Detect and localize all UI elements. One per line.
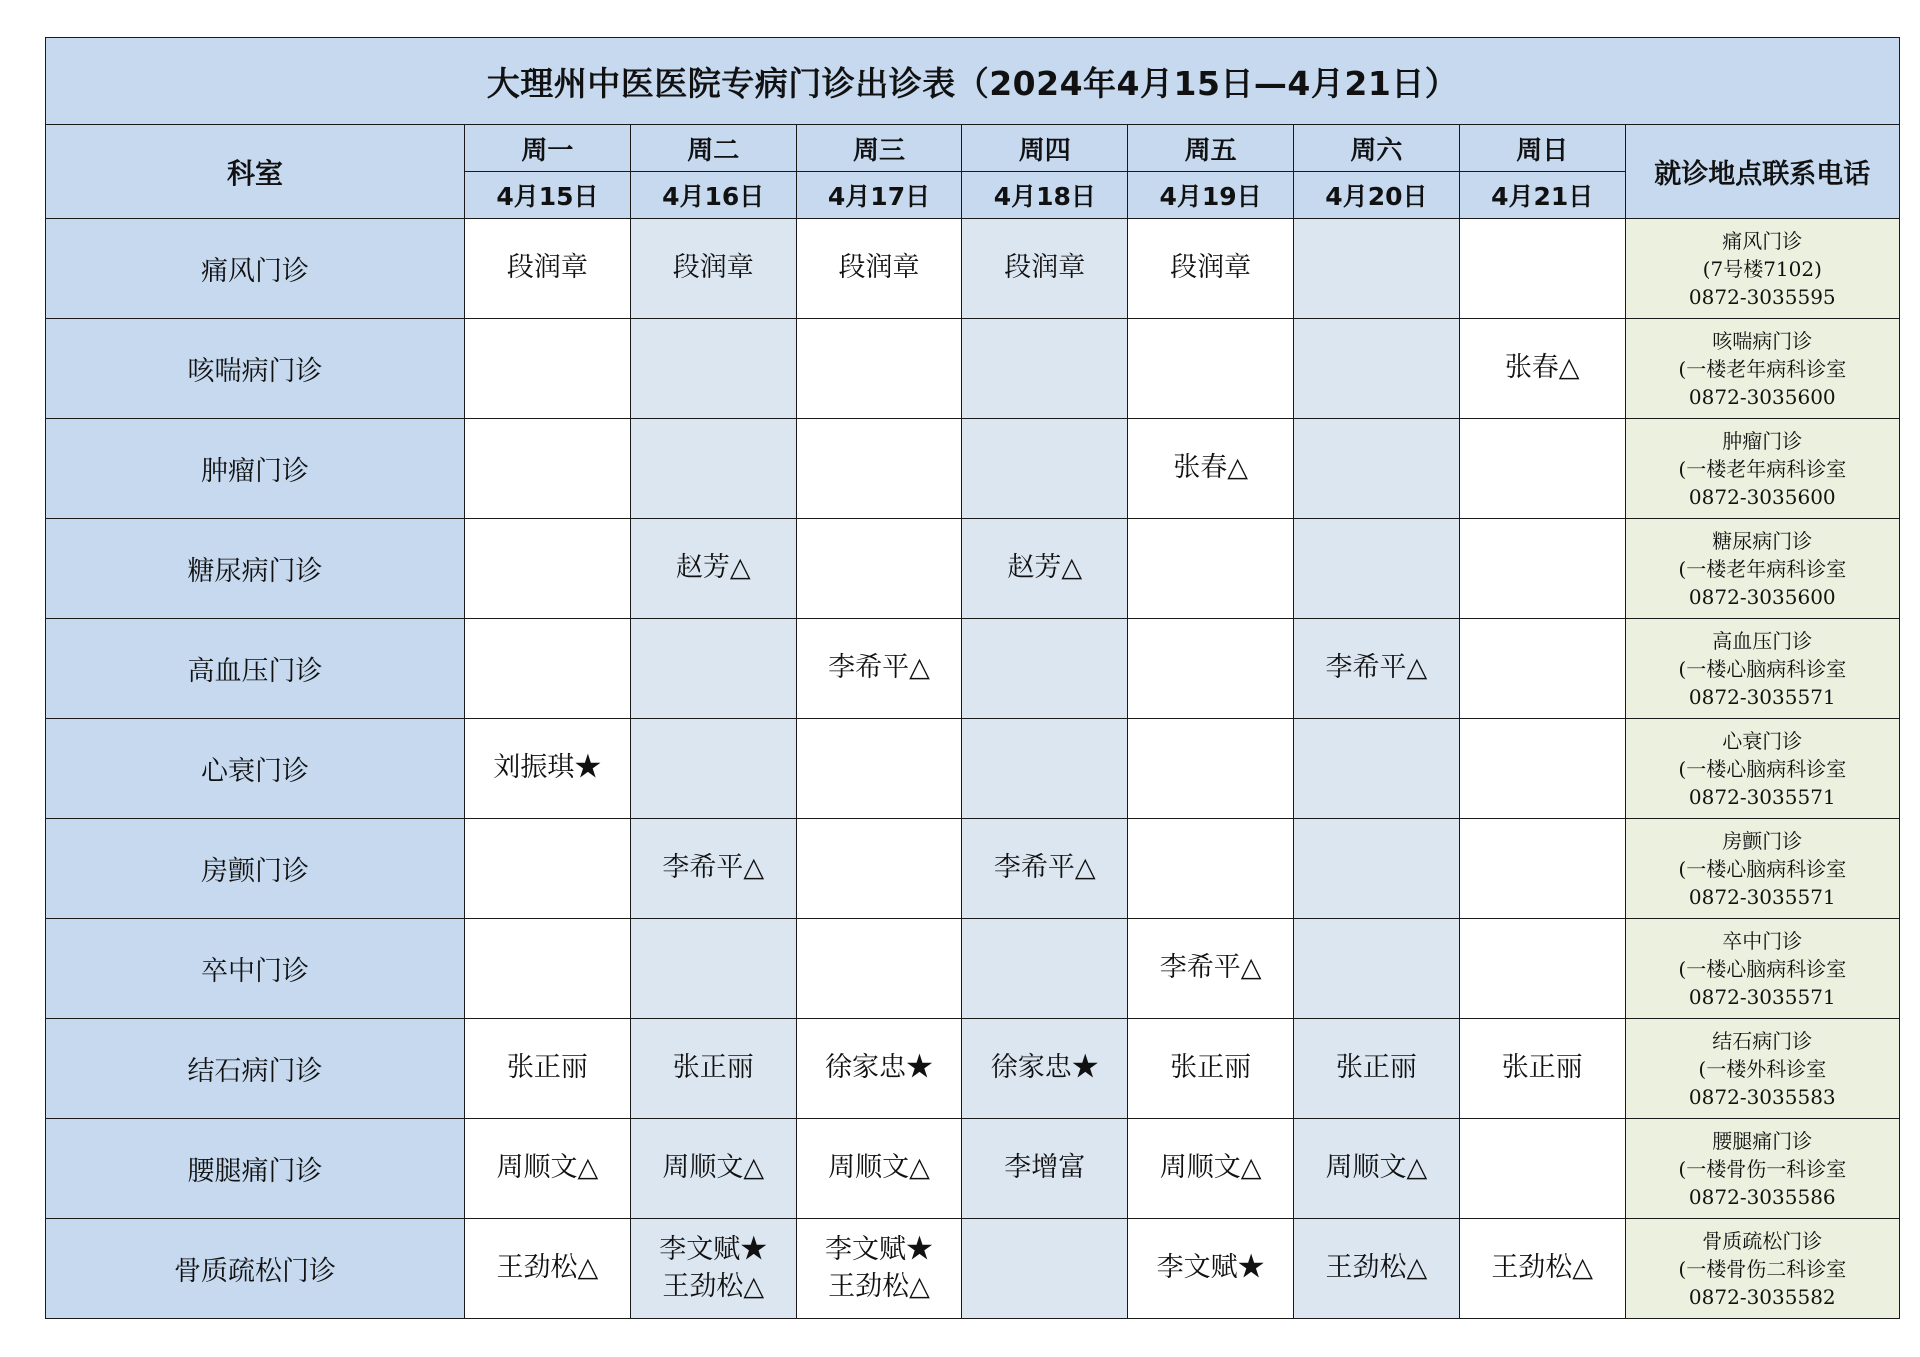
contact-info xyxy=(1625,1019,1899,1119)
contact-info xyxy=(1625,1119,1899,1219)
doctor-name: 李希平△ xyxy=(1159,952,1262,984)
schedule-cell-sun xyxy=(1459,919,1625,1019)
doctor-name: 段润章 xyxy=(672,252,754,284)
header-row-days xyxy=(46,125,1900,172)
schedule-cell-mon xyxy=(465,319,631,419)
schedule-cell-fri xyxy=(1128,1019,1294,1119)
day-header-tue: 周二 xyxy=(630,125,796,172)
dept-name: 心衰门诊 xyxy=(46,719,465,819)
doctor-name: 李希平△ xyxy=(993,852,1096,884)
schedule-cell-mon xyxy=(465,1219,631,1319)
schedule-cell-fri xyxy=(1128,619,1294,719)
date-header-thu: 4月18日 xyxy=(962,172,1128,219)
doctor-name: 张正丽 xyxy=(506,1052,588,1084)
doctor-name: 李希平△ xyxy=(1325,652,1428,684)
contact-info xyxy=(1625,619,1899,719)
schedule-cell-sun xyxy=(1459,419,1625,519)
date-header-sun: 4月21日 xyxy=(1459,172,1625,219)
schedule-cell-sat xyxy=(1294,819,1460,919)
table-row xyxy=(46,619,1900,719)
schedule-cell-sat xyxy=(1294,1219,1460,1319)
schedule-cell-sun xyxy=(1459,519,1625,619)
schedule-cell-fri xyxy=(1128,1219,1294,1319)
schedule-cell-mon xyxy=(465,619,631,719)
phone-number: 0872-3035600 xyxy=(1688,484,1836,509)
clinic-location: (一楼外科诊室 xyxy=(1698,1056,1827,1081)
doctor-name: 徐家忠★ xyxy=(990,1052,1099,1084)
doctor-name: 王劲松△ xyxy=(1491,1252,1594,1284)
day-header-thu: 周四 xyxy=(962,125,1128,172)
schedule-cell-mon xyxy=(465,419,631,519)
contact-column-header: 就诊地点联系电话 xyxy=(1625,125,1899,219)
schedule-cell-thu xyxy=(962,319,1128,419)
schedule-cell-mon xyxy=(465,919,631,1019)
contact-info xyxy=(1625,819,1899,919)
schedule-cell-thu xyxy=(962,819,1128,919)
phone-number: 0872-3035571 xyxy=(1688,984,1836,1009)
schedule-cell-thu xyxy=(962,619,1128,719)
date-header-mon: 4月15日 xyxy=(465,172,631,219)
table-title: 大理州中医医院专病门诊出诊表（2024年4月15日—4月21日） xyxy=(46,38,1900,125)
schedule-sheet xyxy=(45,37,1900,1319)
schedule-cell-mon xyxy=(465,219,631,319)
schedule-cell-sat xyxy=(1294,1019,1460,1119)
schedule-cell-tue xyxy=(630,919,796,1019)
schedule-cell-tue xyxy=(630,519,796,619)
clinic-name: 痛风门诊 xyxy=(1722,228,1803,253)
schedule-cell-tue xyxy=(630,1019,796,1119)
phone-number: 0872-3035571 xyxy=(1688,684,1836,709)
table-row xyxy=(46,919,1900,1019)
dept-name: 咳喘病门诊 xyxy=(46,319,465,419)
schedule-cell-tue xyxy=(630,819,796,919)
phone-number: 0872-3035583 xyxy=(1688,1084,1836,1109)
clinic-name: 肿瘤门诊 xyxy=(1722,428,1803,453)
table-row xyxy=(46,319,1900,419)
day-header-fri: 周五 xyxy=(1128,125,1294,172)
phone-number: 0872-3035600 xyxy=(1688,584,1836,609)
schedule-cell-fri xyxy=(1128,219,1294,319)
contact-info xyxy=(1625,519,1899,619)
clinic-location: (一楼骨伤一科诊室 xyxy=(1678,1156,1847,1181)
table-row xyxy=(46,719,1900,819)
schedule-cell-sun xyxy=(1459,1219,1625,1319)
dept-name: 房颤门诊 xyxy=(46,819,465,919)
schedule-cell-sat xyxy=(1294,919,1460,1019)
dept-name: 高血压门诊 xyxy=(46,619,465,719)
dept-name: 卒中门诊 xyxy=(46,919,465,1019)
clinic-location: (一楼老年病科诊室 xyxy=(1678,456,1847,481)
doctor-name: 张春△ xyxy=(1173,452,1248,484)
doctor-name: 李文赋★ xyxy=(825,1234,933,1266)
day-header-mon: 周一 xyxy=(465,125,631,172)
schedule-cell-sun xyxy=(1459,719,1625,819)
doctor-name: 张正丽 xyxy=(1335,1052,1417,1084)
schedule-cell-fri xyxy=(1128,919,1294,1019)
clinic-location: (一楼骨伤二科诊室 xyxy=(1678,1256,1847,1281)
table-row xyxy=(46,219,1900,319)
doctor-name: 李希平△ xyxy=(662,852,765,884)
date-header-sat: 4月20日 xyxy=(1294,172,1460,219)
doctor-name: 徐家忠★ xyxy=(825,1052,933,1084)
clinic-name: 骨质疏松门诊 xyxy=(1702,1228,1823,1253)
doctor-name: 李文赋★ xyxy=(659,1234,768,1266)
schedule-cell-tue xyxy=(630,319,796,419)
clinic-name: 咳喘病门诊 xyxy=(1712,328,1813,353)
clinic-name: 高血压门诊 xyxy=(1712,628,1813,653)
schedule-cell-thu xyxy=(962,519,1128,619)
schedule-cell-mon xyxy=(465,519,631,619)
schedule-cell-fri xyxy=(1128,519,1294,619)
schedule-cell-fri xyxy=(1128,419,1294,519)
clinic-location: (一楼心脑病科诊室 xyxy=(1678,956,1847,981)
clinic-location: (一楼老年病科诊室 xyxy=(1678,556,1847,581)
phone-number: 0872-3035582 xyxy=(1688,1284,1836,1309)
doctor-name: 赵芳△ xyxy=(1007,552,1083,584)
doctor-name: 张春△ xyxy=(1504,352,1580,384)
doctor-name: 王劲松△ xyxy=(496,1252,599,1284)
table-row xyxy=(46,1019,1900,1119)
schedule-cell-tue xyxy=(630,219,796,319)
schedule-cell-sun xyxy=(1459,319,1625,419)
contact-info xyxy=(1625,1219,1899,1319)
dept-name: 结石病门诊 xyxy=(46,1019,465,1119)
schedule-cell-sun xyxy=(1459,619,1625,719)
clinic-name: 心衰门诊 xyxy=(1722,728,1803,753)
doctor-name: 王劲松△ xyxy=(662,1270,765,1302)
doctor-name: 段润章 xyxy=(838,252,920,284)
doctor-name: 张正丽 xyxy=(672,1052,754,1084)
schedule-cell-sat xyxy=(1294,319,1460,419)
schedule-cell-sun xyxy=(1459,1119,1625,1219)
schedule-cell-thu xyxy=(962,1019,1128,1119)
table-row xyxy=(46,819,1900,919)
schedule-body xyxy=(46,219,1900,1319)
schedule-cell-thu xyxy=(962,719,1128,819)
schedule-cell-tue xyxy=(630,619,796,719)
date-header-tue: 4月16日 xyxy=(630,172,796,219)
doctor-name: 李文赋★ xyxy=(1156,1252,1265,1284)
schedule-cell-fri xyxy=(1128,719,1294,819)
doctor-name: 赵芳△ xyxy=(675,552,751,584)
dept-name: 腰腿痛门诊 xyxy=(46,1119,465,1219)
day-header-wed: 周三 xyxy=(796,125,962,172)
schedule-cell-thu xyxy=(962,419,1128,519)
schedule-cell-fri xyxy=(1128,1119,1294,1219)
doctor-name: 周顺文△ xyxy=(1325,1152,1428,1184)
phone-number: 0872-3035571 xyxy=(1688,784,1836,809)
schedule-cell-tue xyxy=(630,1119,796,1219)
schedule-cell-wed xyxy=(796,519,962,619)
contact-info xyxy=(1625,319,1899,419)
schedule-cell-wed xyxy=(796,619,962,719)
schedule-cell-sun xyxy=(1459,819,1625,919)
phone-number: 0872-3035595 xyxy=(1688,284,1836,309)
schedule-cell-sat xyxy=(1294,419,1460,519)
schedule-cell-wed xyxy=(796,219,962,319)
schedule-cell-wed xyxy=(796,719,962,819)
schedule-cell-sat xyxy=(1294,219,1460,319)
dept-name: 糖尿病门诊 xyxy=(46,519,465,619)
doctor-name: 刘振琪★ xyxy=(493,752,602,784)
doctor-name: 李希平△ xyxy=(828,652,930,684)
dept-name: 肿瘤门诊 xyxy=(46,419,465,519)
schedule-cell-sun xyxy=(1459,1019,1625,1119)
schedule-cell-wed xyxy=(796,1019,962,1119)
schedule-cell-fri xyxy=(1128,319,1294,419)
contact-info xyxy=(1625,219,1899,319)
clinic-location: (一楼心脑病科诊室 xyxy=(1678,856,1847,881)
clinic-name: 糖尿病门诊 xyxy=(1712,528,1813,553)
table-row xyxy=(46,1119,1900,1219)
doctor-name: 张正丽 xyxy=(1501,1052,1583,1084)
date-header-wed: 4月17日 xyxy=(796,172,962,219)
dept-name: 痛风门诊 xyxy=(46,219,465,319)
day-header-sun: 周日 xyxy=(1459,125,1625,172)
schedule-cell-wed xyxy=(796,1119,962,1219)
doctor-name: 段润章 xyxy=(506,252,588,284)
clinic-location: (一楼心脑病科诊室 xyxy=(1678,756,1847,781)
phone-number: 0872-3035586 xyxy=(1688,1184,1836,1209)
doctor-name: 王劲松△ xyxy=(828,1270,930,1302)
schedule-cell-thu xyxy=(962,919,1128,1019)
clinic-name: 结石病门诊 xyxy=(1712,1028,1813,1053)
table-row xyxy=(46,519,1900,619)
doctor-name: 李增富 xyxy=(1004,1152,1086,1184)
schedule-cell-mon xyxy=(465,1119,631,1219)
phone-number: 0872-3035600 xyxy=(1688,384,1836,409)
schedule-cell-sat xyxy=(1294,719,1460,819)
schedule-cell-tue xyxy=(630,419,796,519)
schedule-cell-tue xyxy=(630,1219,796,1319)
doctor-name: 周顺文△ xyxy=(828,1152,930,1184)
schedule-cell-tue xyxy=(630,719,796,819)
doctor-name: 段润章 xyxy=(1004,252,1086,284)
table-row xyxy=(46,419,1900,519)
doctor-name: 张正丽 xyxy=(1170,1052,1252,1084)
schedule-cell-mon xyxy=(465,719,631,819)
dept-name: 骨质疏松门诊 xyxy=(46,1219,465,1319)
schedule-cell-sun xyxy=(1459,219,1625,319)
clinic-name: 房颤门诊 xyxy=(1722,828,1803,853)
date-header-fri: 4月19日 xyxy=(1128,172,1294,219)
clinic-name: 腰腿痛门诊 xyxy=(1712,1128,1813,1153)
clinic-name: 卒中门诊 xyxy=(1722,928,1803,953)
schedule-cell-thu xyxy=(962,1119,1128,1219)
schedule-cell-mon xyxy=(465,1019,631,1119)
doctor-name: 段润章 xyxy=(1170,252,1252,284)
doctor-name: 王劲松△ xyxy=(1325,1252,1428,1284)
schedule-cell-sat xyxy=(1294,1119,1460,1219)
schedule-cell-wed xyxy=(796,419,962,519)
schedule-cell-sat xyxy=(1294,619,1460,719)
doctor-name: 周顺文△ xyxy=(1159,1152,1262,1184)
contact-info xyxy=(1625,419,1899,519)
contact-info xyxy=(1625,719,1899,819)
schedule-cell-thu xyxy=(962,219,1128,319)
schedule-cell-sat xyxy=(1294,519,1460,619)
clinic-location: (7号楼7102) xyxy=(1702,256,1822,281)
schedule-cell-wed xyxy=(796,819,962,919)
dept-column-header: 科室 xyxy=(46,125,465,219)
doctor-name: 周顺文△ xyxy=(662,1152,765,1184)
contact-info xyxy=(1625,919,1899,1019)
schedule-cell-fri xyxy=(1128,819,1294,919)
doctor-name: 周顺文△ xyxy=(496,1152,599,1184)
schedule-cell-thu xyxy=(962,1219,1128,1319)
schedule-cell-wed xyxy=(796,919,962,1019)
phone-number: 0872-3035571 xyxy=(1688,884,1836,909)
schedule-table xyxy=(45,37,1900,1319)
clinic-location: (一楼老年病科诊室 xyxy=(1678,356,1847,381)
schedule-cell-wed xyxy=(796,1219,962,1319)
clinic-location: (一楼心脑病科诊室 xyxy=(1678,656,1847,681)
schedule-cell-wed xyxy=(796,319,962,419)
day-header-sat: 周六 xyxy=(1294,125,1460,172)
table-row xyxy=(46,1219,1900,1319)
schedule-cell-mon xyxy=(465,819,631,919)
